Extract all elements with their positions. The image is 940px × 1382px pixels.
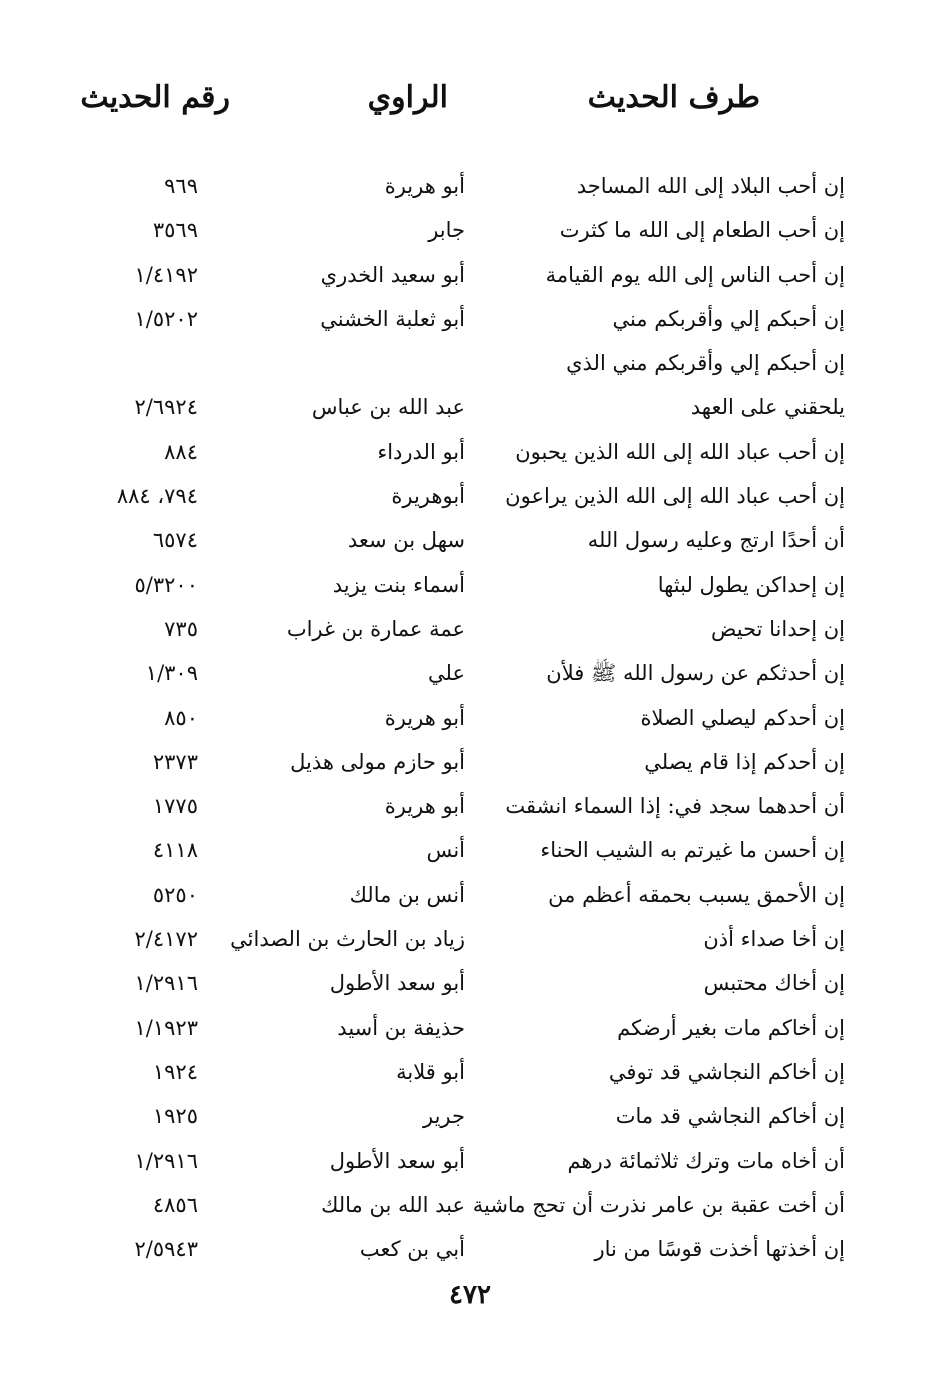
narrator-name: أبي بن كعب (359, 1237, 465, 1262)
hadith-text: إن أخاكم النجاشي قد مات (615, 1104, 845, 1129)
narrator-name: أبو هريرة (384, 705, 465, 730)
hadith-text: إن أخاكم مات بغير أرضكم (617, 1015, 845, 1040)
hadith-text: أن أحدهما سجد في: إذا السماء انشقت (505, 794, 845, 819)
hadith-number: ١/٢٩١٦ (134, 1148, 198, 1173)
hadith-number: ١/٢٩١٦ (134, 971, 198, 996)
hadith-text: إن أحب الطعام إلى الله ما كثرت (559, 218, 845, 243)
hadith-number: ٧٣٥ (164, 616, 198, 641)
table-row (0, 563, 940, 607)
narrator-name: عبد الله بن عباس (311, 395, 465, 420)
hadith-text: إن الأحمق يسبب بحمقه أعظم من (548, 882, 845, 907)
hadith-text: إن أحب البلاد إلى الله المساجد (576, 174, 845, 198)
hadith-number: ٤١١٨ (152, 838, 198, 863)
hadith-number: ٢/٦٩٢٤ (134, 395, 198, 420)
narrator-name: جرير (423, 1104, 465, 1129)
table-row (0, 917, 940, 961)
hadith-number: ٦٥٧٤ (152, 528, 198, 553)
table-row (0, 651, 940, 695)
narrator-name: حذيفة بن أسيد (337, 1015, 465, 1040)
hadith-number: ٧٩٤، ٨٨٤ (116, 484, 198, 509)
narrator-name: أنس (426, 838, 465, 863)
narrator-name: زياد بن الحارث بن الصدائي (230, 927, 465, 952)
narrator-name: أبو هريرة (384, 174, 465, 198)
narrator-name: أبو هريرة (384, 794, 465, 819)
table-row (0, 1183, 940, 1227)
hadith-text: إن إحداكن يطول لبثها (657, 572, 845, 597)
narrator-name: أبو سعيد الخدري (320, 262, 465, 287)
table-row (0, 873, 940, 917)
hadith-number: ١٧٧٥ (152, 794, 198, 819)
narrator-name: أسماء بنت يزيد (332, 572, 465, 597)
hadith-text: إن أحب عباد الله إلى الله الذين يحبون (515, 439, 845, 464)
hadith-number: ٢/٤١٧٢ (134, 927, 198, 952)
narrator-name: أبو سعد الأطول (329, 1148, 465, 1173)
hadith-index-table (0, 164, 940, 1271)
hadith-text: إن أحدثكم عن رسول الله ﷺ فلأن (546, 661, 845, 686)
hadith-number: ٨٥٠ (164, 705, 198, 730)
table-row (0, 341, 940, 385)
hadith-number: ١/٥٢٠٢ (134, 306, 198, 331)
hadith-text: إن أحسن ما غيرتم به الشيب الحناء (540, 838, 845, 863)
hadith-number: ١٩٢٥ (152, 1104, 198, 1129)
table-row (0, 1094, 940, 1138)
table-row (0, 1227, 940, 1271)
narrator-name: سهل بن سعد (347, 528, 465, 553)
table-row (0, 208, 940, 252)
hadith-text: إن أحب عباد الله إلى الله الذين يراعون (505, 484, 845, 509)
table-row (0, 740, 940, 784)
table-row (0, 607, 940, 651)
table-row (0, 518, 940, 562)
narrator-name: أبو ثعلبة الخشني (320, 306, 465, 331)
narrator-name: أبو سعد الأطول (329, 971, 465, 996)
table-row (0, 784, 940, 828)
table-header (0, 80, 940, 130)
hadith-text: أن أخاه مات وترك ثلاثمائة درهم (567, 1148, 845, 1173)
table-row (0, 253, 940, 297)
page-number: ٤٧٢ (449, 1280, 491, 1310)
hadith-text: إن أخا صداء أذن (703, 927, 845, 952)
hadith-text: إن أحبكم إلي وأقربكم مني (612, 306, 845, 331)
hadith-text: إن إحدانا تحيض (711, 616, 845, 641)
narrator-name: عمة عمارة بن غراب (286, 616, 465, 641)
hadith-number: ١٩٢٤ (152, 1059, 198, 1084)
narrator-name: أنس بن مالك (349, 882, 465, 907)
header-number: رقم الحديث (80, 80, 230, 115)
hadith-text: أن أحدًا ارتج وعليه رسول الله (587, 528, 845, 553)
hadith-text: إن أحدكم إذا قام يصلي (644, 749, 845, 774)
header-hadith: طرف الحديث (587, 80, 760, 115)
narrator-name: أبو الدرداء (377, 439, 465, 464)
hadith-number: ٢/٥٩٤٣ (134, 1237, 198, 1262)
hadith-text: إن أخاك محتبس (703, 971, 845, 996)
hadith-text: إن أخاكم النجاشي قد توفي (608, 1059, 845, 1084)
table-row (0, 961, 940, 1005)
narrator-name: أبو قلابة (396, 1059, 465, 1084)
table-row (0, 828, 940, 872)
table-row (0, 474, 940, 518)
narrator-name: جابر (428, 218, 465, 243)
table-row (0, 1006, 940, 1050)
table-row (0, 164, 940, 208)
hadith-text: أن أخت عقبة بن عامر نذرت أن تحج ماشية (472, 1192, 845, 1217)
hadith-number: ٥٢٥٠ (152, 882, 198, 907)
hadith-text: إن أحبكم إلي وأقربكم مني الذي (566, 351, 845, 376)
hadith-text: إن أخذتها أخذت قوسًا من نار (594, 1237, 845, 1262)
hadith-text: يلحقني على العهد (690, 395, 845, 420)
narrator-name: أبو حازم مولى هذيل (290, 749, 465, 774)
header-narrator: الراوي (367, 80, 448, 115)
hadith-number: ٢٣٧٣ (152, 749, 198, 774)
narrator-name: أبوهريرة (391, 484, 465, 509)
hadith-number: ٨٨٤ (164, 439, 198, 464)
hadith-number: ١/٣٠٩ (145, 661, 198, 686)
table-row (0, 1139, 940, 1183)
table-row (0, 385, 940, 429)
hadith-text: إن أحدكم ليصلي الصلاة (640, 705, 845, 730)
table-row (0, 696, 940, 740)
hadith-number: ٩٦٩ (164, 174, 198, 198)
hadith-number: ٣٥٦٩ (152, 218, 198, 243)
table-row (0, 1050, 940, 1094)
hadith-number: ٥/٣٢٠٠ (134, 572, 198, 597)
narrator-name: علي (428, 661, 465, 686)
hadith-number: ١/١٩٢٣ (134, 1015, 198, 1040)
narrator-name: عبد الله بن مالك (321, 1192, 465, 1217)
hadith-number: ١/٤١٩٢ (134, 262, 198, 287)
table-row (0, 297, 940, 341)
table-row (0, 430, 940, 474)
hadith-number: ٤٨٥٦ (152, 1192, 198, 1217)
hadith-text: إن أحب الناس إلى الله يوم القيامة (545, 262, 845, 287)
